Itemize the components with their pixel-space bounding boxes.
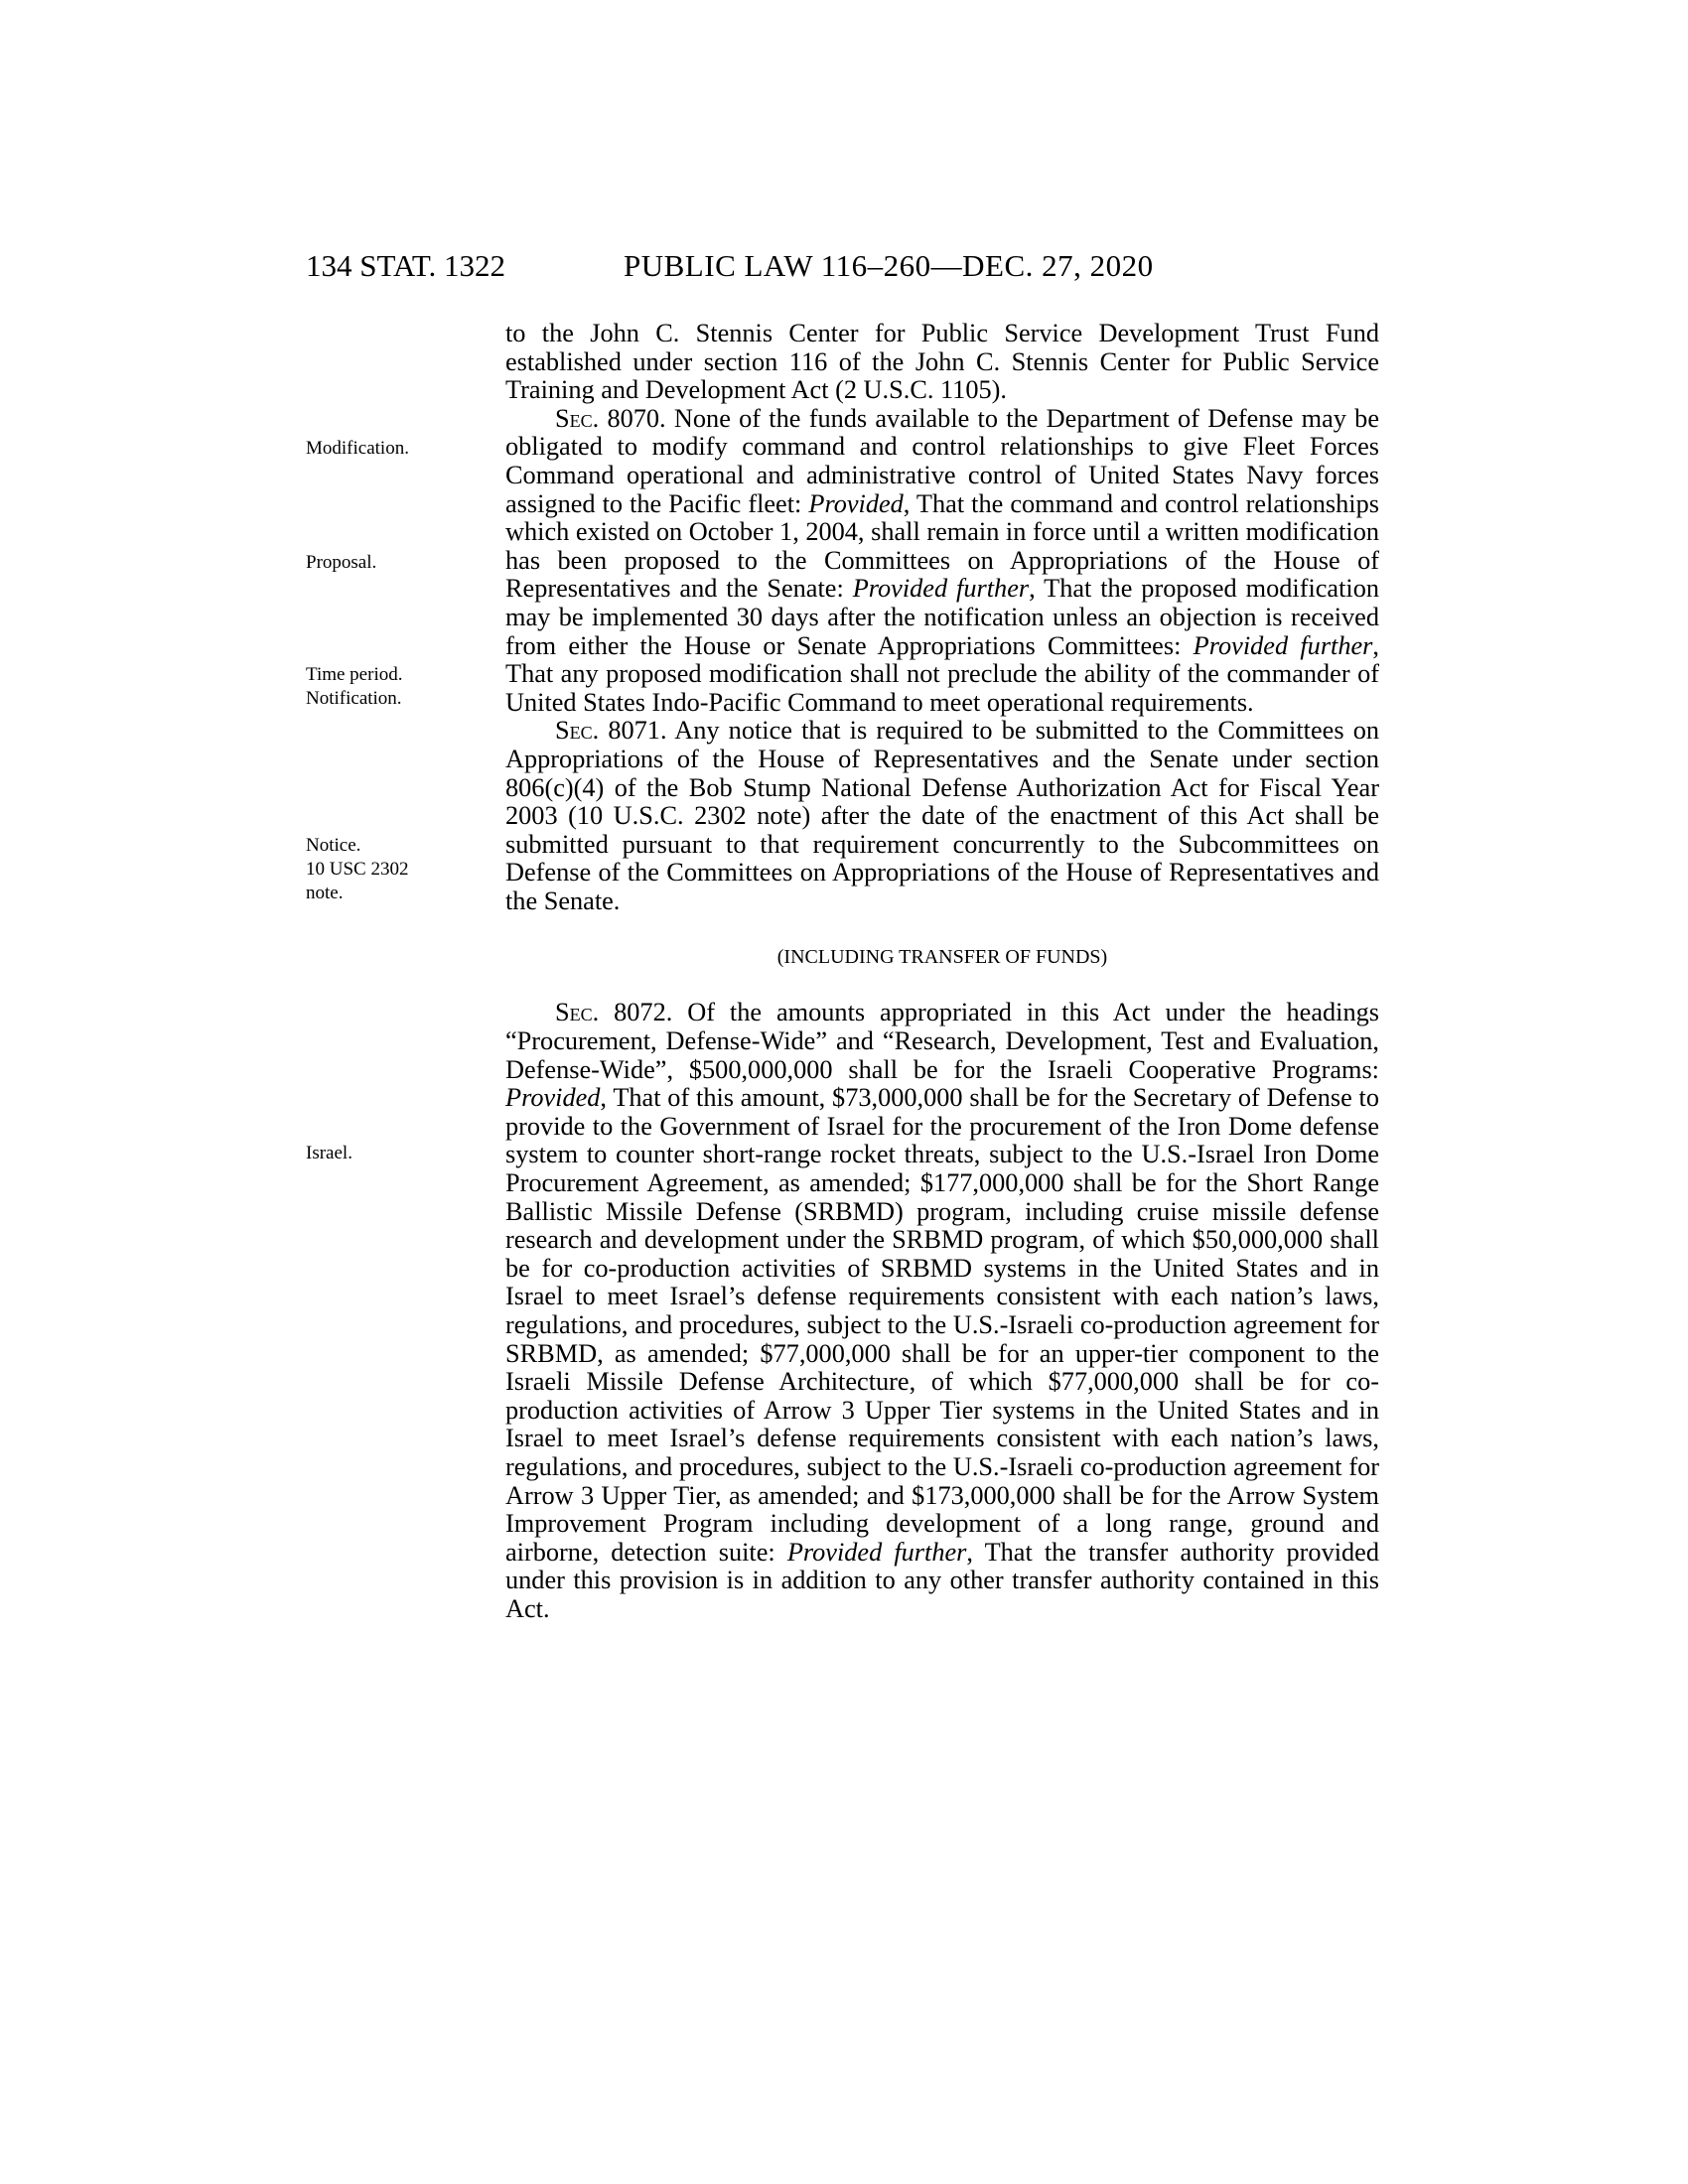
provided-further-italic: Provided further [852, 574, 1030, 604]
margin-note-notice [306, 834, 485, 905]
body-text [505, 320, 1379, 1624]
spacer [505, 971, 1379, 999]
margin-note-israel: Israel. [306, 1143, 352, 1163]
law-title-date: PUBLIC LAW 116–260—DEC. 27, 2020 [624, 248, 1154, 283]
section-label: Sec. [555, 403, 600, 433]
margin-note-line: Notification. [306, 688, 402, 709]
margin-note-line: Notice. [306, 835, 361, 856]
margin-note-time-period [306, 663, 485, 711]
spacer [505, 915, 1379, 943]
provided-italic: Provided [808, 488, 904, 518]
paragraph-continuation: to the John C. Stennis Center for Public Service Development Trust Fund established under section 116 of the John C. Stennis Center for Public Service Training and Development Act (2 U.S.C. 1105). [505, 319, 1379, 405]
section-label: Sec. [555, 998, 600, 1027]
section-8070 [505, 405, 1379, 718]
section-text: , That the transfer authority provided under this provision is in addition to any other transfer authority contained in this Act. [505, 1537, 1379, 1623]
margin-note-line: note. [306, 883, 344, 903]
section-text: , That of this amount, $73,000,000 shall be for the Secretary of Defense to provide to the Government of Israel for the procurement of the Iron Dome defense system to counter short-range rocket threats, subject to the U.S.-Israel Iron Dome Procurement Agreement, as amended; $177,000,000 shall be for the Short Range Ballistic Missile Defense (SRBMD) program, including cruise missile defense research and development under the SRBMD program, of which $50,000,000 shall be for co-production activities of SRBMD systems in the United States and in Israel to meet Israel’s defense requirements consistent with each nation’s laws, regulations, and procedures, subject to the U.S.-Israeli co-production agreement for SRBMD, as amended; $77,000,000 shall be for an upper-tier component to the Israeli Missile Defense Architecture, of which $77,000,000 shall be for co-production activities of Arrow 3 Upper Tier systems in the United States and in Israel to meet Israel’s defense requirements consistent with each nation’s laws, regulations, and procedures, subject to the U.S.-Israeli co-production agreement for Arrow 3 Upper Tier, as amended; and $173,000,000 shall be for the Arrow System Improvement Program including development of a long range, ground and airborne, detection suite: [505, 1083, 1379, 1567]
section-8072 [505, 999, 1379, 1623]
section-number: 8071. [599, 716, 667, 746]
page-header [306, 246, 1378, 286]
section-label: Sec. [555, 716, 600, 746]
section-text: , That any proposed modification shall not preclude the ability of the commander of United States Indo-Pacific Command to meet operational requirements. [505, 630, 1379, 717]
section-text: None of the funds available to the Department of Defense may be obligated to modify command and control relationships to give Fleet Forces Command operational and administrative control of United States Navy forces assigned to the Pacific fleet: [505, 403, 1379, 518]
section-text: Any notice that is required to be submitted to the Committees on Appropriations of the House of Representatives and the Senate under section 806(c)(4) of the Bob Stump National Defense Authorization Act for Fiscal Year 2003 (10 U.S.C. 2302 note) after the date of the enactment of this Act shall be submitted pursuant to that requirement concurrently to the Subcommittees on Defense of the Committees on Appropriations of the House of Representatives and the Senate. [505, 716, 1379, 915]
provided-further-italic: Provided further [786, 1537, 967, 1567]
section-text: , That the command and control relationships which existed on October 1, 2004, shall remain in force until a written modification has been proposed to the Committees on Appropriations of the House of Representatives and the Senate: [505, 488, 1379, 604]
statute-page-number: 134 STAT. 1322 [306, 248, 506, 283]
margin-note-modification: Modification. [306, 438, 409, 459]
section-number: 8070. [599, 403, 666, 433]
provided-italic: Provided [505, 1083, 601, 1113]
margin-note-proposal: Proposal. [306, 552, 377, 573]
margin-note-line: 10 USC 2302 [306, 859, 409, 880]
section-8071 [505, 717, 1379, 915]
section-number: 8072. [599, 998, 673, 1027]
section-text: Of the amounts appropriated in this Act under the headings “Procurement, Defense-Wide” and “Research, Development, Test and Evaluation, Defense-Wide”, $500,000,000 shall be for the Israeli Cooperative Programs: [505, 998, 1379, 1084]
section-text: , That the proposed modification may be implemented 30 days after the notification unless an objection is received from either the House or Senate Appropriations Committees: [505, 574, 1380, 660]
margin-note-line: Time period. [306, 664, 403, 685]
subheading-transfer-of-funds: (INCLUDING TRANSFER OF FUNDS) [776, 946, 1108, 969]
provided-further-italic: Provided further [1193, 630, 1373, 660]
